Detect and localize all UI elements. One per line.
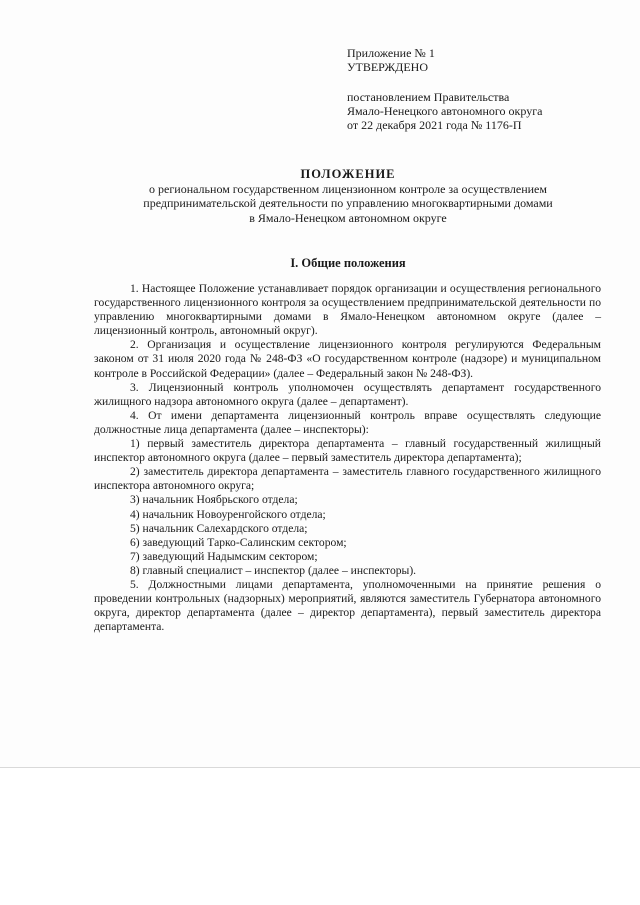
section-heading: I. Общие положения [290, 256, 406, 270]
list-item-7: 7) заведующий Надымским сектором; [130, 549, 318, 563]
paragraph-2: 2. Организация и осуществление лицензионного контроля регулируются Федеральным законом от 31 июля 2020 года № 248-ФЗ «О государственном контроле (надзоре) и муниципальном контроле в Российской Федерации» (далее – Федеральный закон № 248-ФЗ). [94, 338, 601, 380]
paragraph-1: 1. Настоящее Положение устанавливает порядок организации и осуществления регионального государственного лицензионного контроля за осуществлением предпринимательской деятельности по управлению многоквартирными домами в Ямало-Ненецком автономном округе (далее – лицензионный контроль, автономный округ). [94, 282, 601, 338]
list-item-2: 2) заместитель директора департамента – заместитель главного государственного жилищного инспектора автономного округа; [94, 465, 601, 493]
document-title: ПОЛОЖЕНИЕ [300, 167, 396, 181]
list-item-6: 6) заведующий Тарко-Салинским сектором; [130, 535, 347, 549]
document-title-block [90, 167, 606, 225]
title-subline-3: в Ямало-Ненецком автономном округе [249, 210, 447, 225]
resolution-date: от 22 декабря 2021 года № 1176-П [347, 118, 522, 132]
approved-label: УТВЕРЖДЕНО [347, 60, 429, 74]
approval-stamp [347, 46, 542, 132]
paragraph-4: 4. От имени департамента лицензионный контроль вправе осуществлять следующие должностные лица департамента (далее – инспекторы): [94, 408, 601, 436]
document-body [94, 282, 601, 634]
title-subline-1: о региональном государственном лицензионном контроле за осуществлением [149, 181, 547, 196]
paragraph-5: 5. Должностными лицами департамента, уполномоченными на принятие решения о проведении контрольных (надзорных) мероприятий, являются заместитель Губернатора автономного округа, директор департамента (далее – директор департамента), первый заместитель директора департамента. [94, 577, 601, 634]
resolution-line: постановлением Правительства [347, 90, 510, 104]
list-item-4: 4) начальник Новоуренгойского отдела; [130, 507, 326, 521]
appendix-number: Приложение № 1 [347, 46, 435, 60]
government-line: Ямало-Ненецкого автономного округа [347, 104, 543, 118]
list-item-8: 8) главный специалист – инспектор (далее – инспекторы). [130, 563, 417, 577]
list-item-1: 1) первый заместитель директора департамента – главный государственный жилищный инспектор автономного округа (далее – первый заместитель директора департамента); [94, 437, 601, 465]
paragraph-3: 3. Лицензионный контроль уполномочен осуществлять департамент государственного жилищного надзора автономного округа (далее – департамент). [94, 380, 601, 408]
list-item-5: 5) начальник Салехардского отдела; [130, 521, 308, 535]
list-item-3: 3) начальник Ноябрьского отдела; [130, 493, 298, 507]
title-subline-2: предпринимательской деятельности по управлению многоквартирными домами [143, 196, 553, 210]
